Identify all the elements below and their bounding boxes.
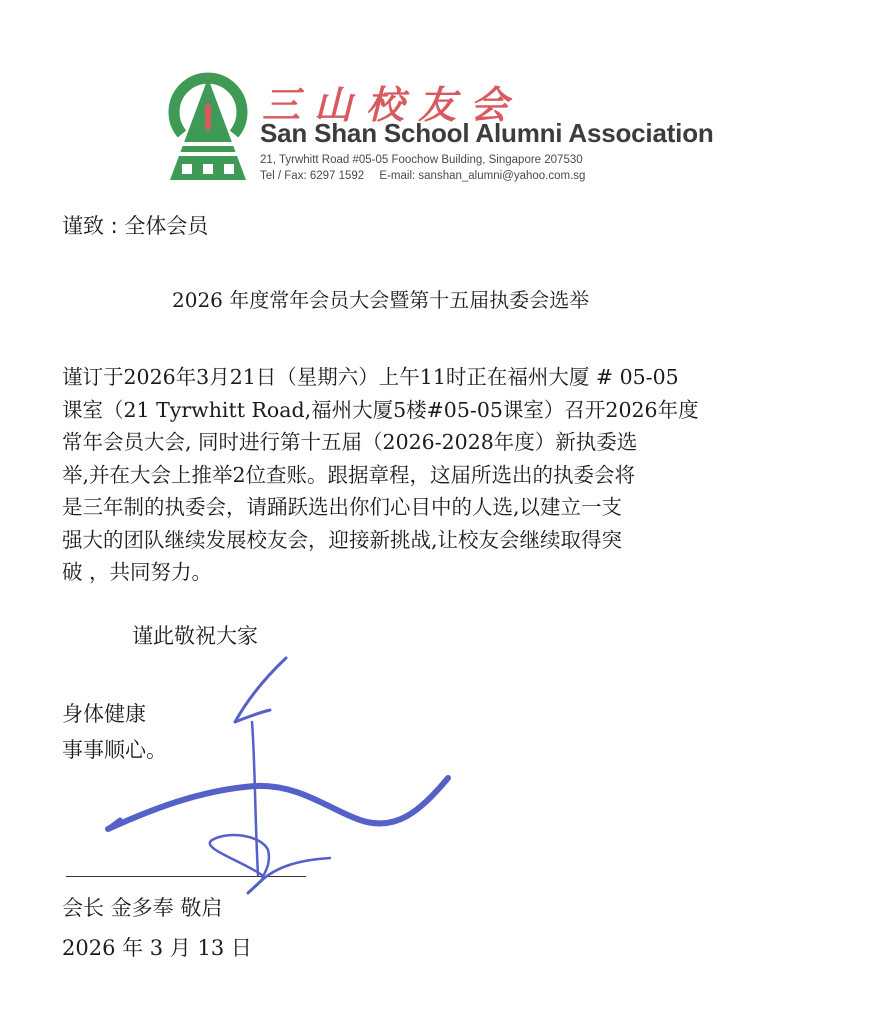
association-logo: [168, 68, 248, 182]
association-chinese-name: 三山校友会: [262, 82, 523, 127]
letter-date: 2026 年 3 月 13 日: [62, 936, 252, 960]
signer: 会长 金多奉 敬启: [62, 896, 223, 920]
signature-line: [66, 876, 306, 877]
letter-title: 2026 年度常年会员大会暨第十五届执委会选举: [172, 288, 590, 312]
body-line: 破 ，共同努力。: [62, 560, 213, 584]
tel-fax: Tel / Fax: 6297 1592: [260, 170, 365, 182]
email-address: E-mail: sanshan_alumni@yahoo.com.sg: [379, 170, 586, 182]
body-line: 强大的团队继续发展校友会，迎接新挑战,让校友会继续取得突: [62, 527, 623, 552]
association-address: 21, Tyrwhitt Road #05-05 Foochow Building, Singapore 207530: [260, 154, 583, 166]
letter-body: [62, 361, 842, 589]
wish-line-2: 事事顺心。: [62, 738, 167, 762]
body-line: 是三年制的执委会，请踊跃选出你们心目中的人选,以建立一支: [62, 495, 623, 519]
body-line: 谨订于2026年3月21日（星期六）上午11时正在福州大厦 # 05-05: [62, 365, 679, 389]
closing-greeting: 谨此敬祝大家: [132, 624, 258, 648]
association-english-name: San Shan School Alumni Association: [260, 118, 714, 148]
body-line: 常年会员大会, 同时进行第十五届（2026-2028年度）新执委选: [62, 430, 638, 454]
body-line: 课室（21 Tyrwhitt Road,福州大厦5楼#05-05课室）召开2026年度: [62, 397, 699, 422]
salutation: 谨致 : 全体会员: [62, 214, 209, 238]
body-line: 举,并在大会上推举2位查账。跟据章程，这届所选出的执委会将: [62, 462, 636, 487]
wish-line-1: 身体健康: [62, 702, 146, 726]
association-contact: [260, 170, 585, 182]
